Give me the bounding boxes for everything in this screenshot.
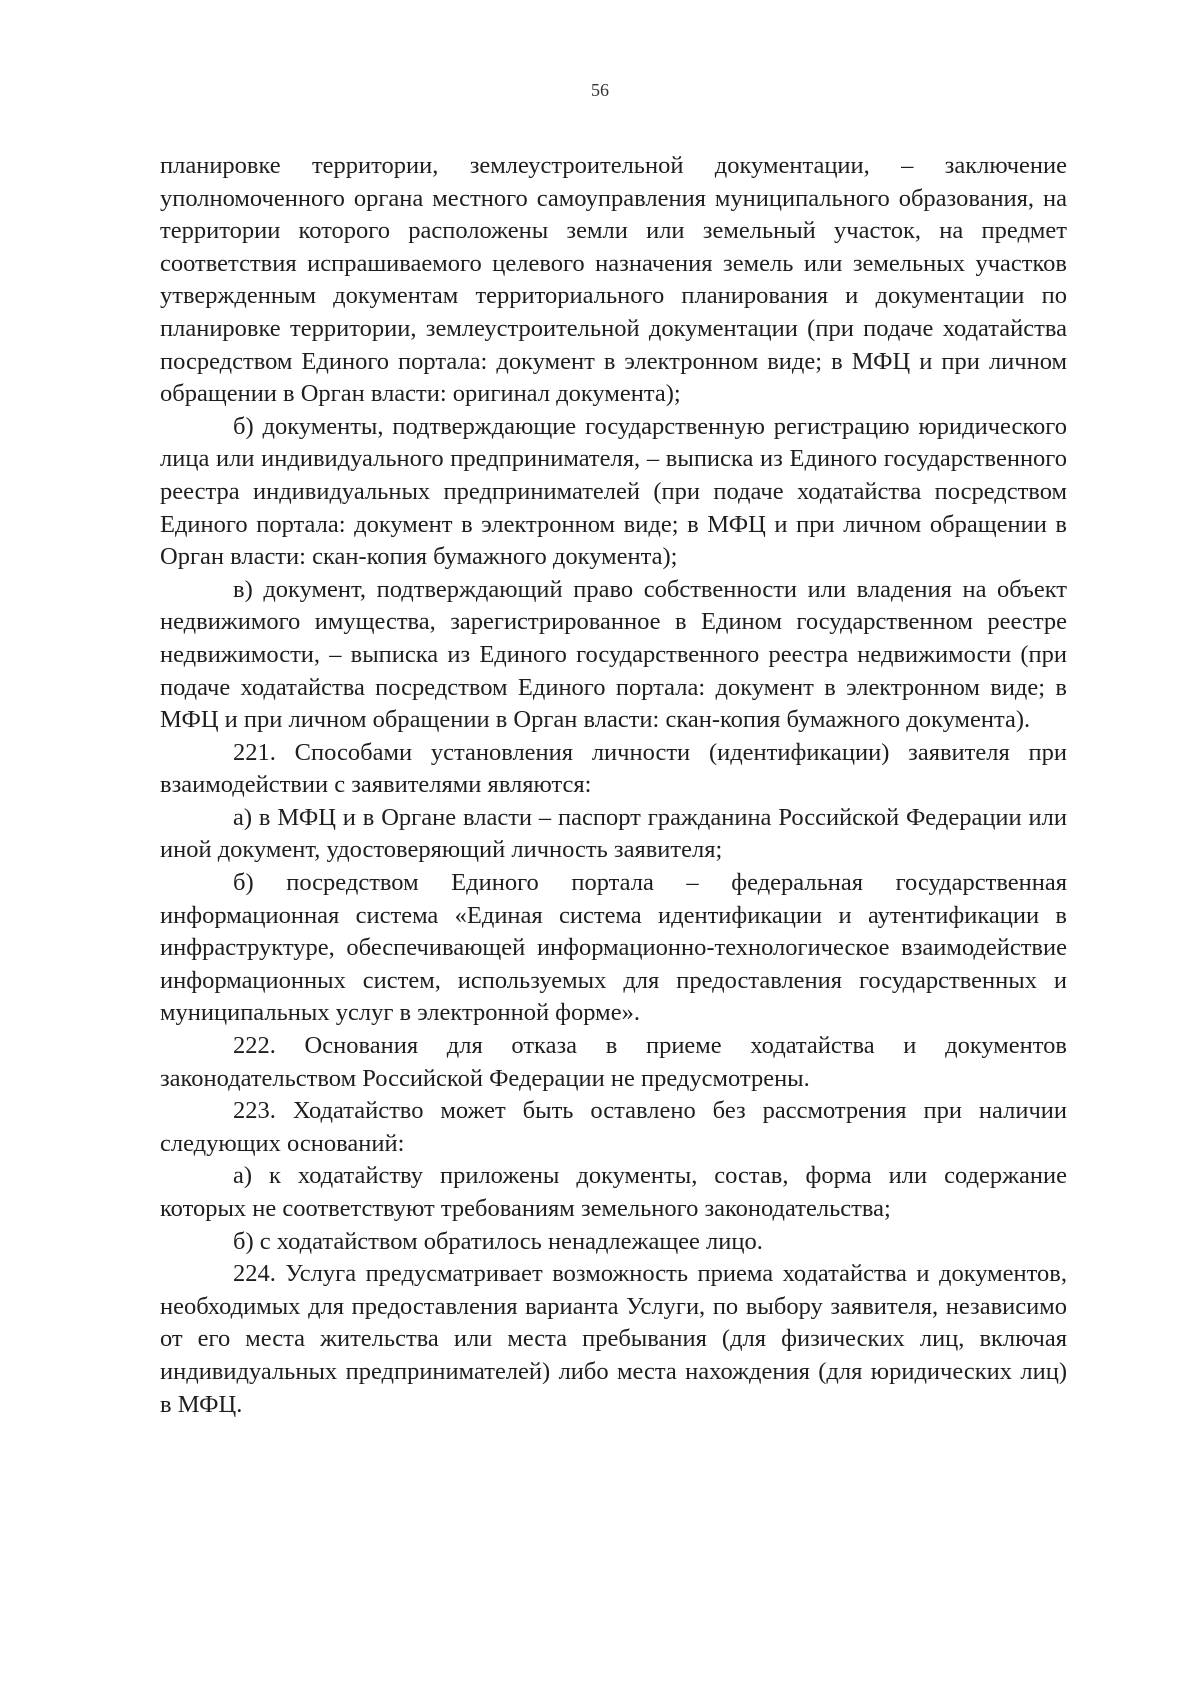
paragraph-clause-221-a: а) в МФЦ и в Органе власти – паспорт гражданина Российской Федерации или иной документ, удостоверяющий личность заявителя; xyxy=(160,803,1067,864)
paragraph-clause-224: 224. Услуга предусматривает возможность приема ходатайства и документов, необходимых для предоставления варианта Услуги, по выбору заявителя, независимо от его места жительства или места пребывания (для физических лиц, включая индивидуальных предпринимателей) либо места нахождения (для юридических лиц) в МФЦ. xyxy=(160,1260,1067,1418)
paragraph-clause-223: 223. Ходатайство может быть оставлено без рассмотрения при наличии следующих оснований: xyxy=(160,1097,1067,1157)
paragraph-clause-221-b: б) посредством Единого портала – федеральная государственная информационная система «Единая система идентификации и аутентификации в инфраструктуре, обеспечивающей информационно-технологическое взаимодействие информационных систем, используемых для предоставления государственных и муниципальных услуг в электронной форме». xyxy=(160,869,1067,1027)
document-body xyxy=(160,150,1067,1421)
paragraph-clause-223-b: б) с ходатайством обратилось ненадлежащее лицо. xyxy=(233,1227,763,1255)
paragraph-item-v-ownership: в) документ, подтверждающий право собственности или владения на объект недвижимого имущества, зарегистрированное в Едином государственном реестре недвижимости, – выписка из Единого государственного реестра недвижимости (при подаче ходатайства посредством Единого портала: документ в электронном виде; в МФЦ и при личном обращении в Орган власти: скан-копия бумажного документа). xyxy=(160,575,1067,734)
paragraph-clause-222: 222. Основания для отказа в приеме ходатайства и документов законодательством Российской Федерации не предусмотрены. xyxy=(160,1032,1067,1092)
paragraph-clause-221: 221. Способами установления личности (идентификации) заявителя при взаимодействии с заявителями являются: xyxy=(160,738,1067,799)
page-number: 56 xyxy=(591,80,609,100)
paragraph-clause-223-a: а) к ходатайству приложены документы, состав, форма или содержание которых не соответствуют требованиям земельного законодательства; xyxy=(160,1162,1067,1222)
paragraph-item-b-registration: б) документы, подтверждающие государственную регистрацию юридического лица или индивидуального предпринимателя, – выписка из Единого государственного реестра индивидуальных предпринимателей (при подаче ходатайства посредством Единого портала: документ в электронном виде; в МФЦ и при личном обращении в Орган власти: скан-копия бумажного документа); xyxy=(160,412,1067,571)
paragraph-continuation: планировке территории, землеустроительной документации, – заключение уполномоченного органа местного самоуправления муниципального образования, на территории которого расположены земли или земельный участок, на предмет соответствия испрашиваемого целевого назначения земель или земельных участков утвержденным документам территориального планирования и документации по планировке территории, землеустроительной документации (при подаче ходатайства посредством Единого портала: документ в электронном виде; в МФЦ и при личном обращении в Орган власти: оригинал документа); xyxy=(160,152,1067,408)
